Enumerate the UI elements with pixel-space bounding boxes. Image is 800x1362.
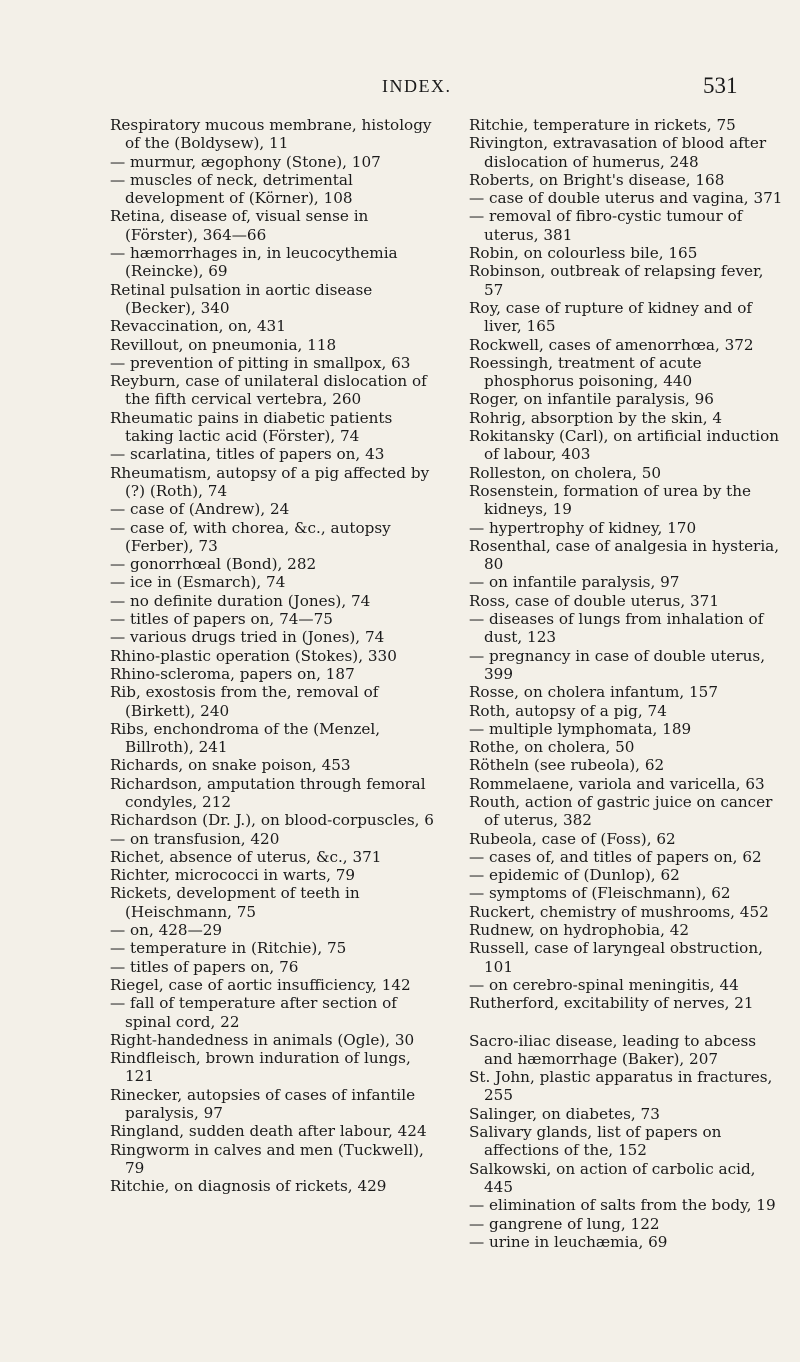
index-entry: — symptoms of (Fleischmann), 62 [469, 884, 731, 903]
index-entry: — epidemic of (Dunlop), 62 [469, 866, 680, 885]
index-entry: — case of (Andrew), 24 [110, 500, 290, 519]
index-entry: — case of double uterus and vagina, 371 [469, 189, 783, 208]
index-entry: St. John, plastic apparatus in fractures, 255 [469, 1068, 773, 1105]
index-entry: Revaccination, on, 431 [110, 317, 286, 336]
index-entry: — temperature in (Ritchie), 75 [110, 939, 347, 958]
index-entry: Rickets, development of teeth in (Heischmann, 75 [110, 884, 360, 921]
index-entry: — ice in (Esmarch), 74 [110, 573, 286, 592]
index-entry: Revillout, on pneumonia, 118 [110, 335, 337, 354]
index-entry: Ringworm in calves and men (Tuckwell), 79 [110, 1140, 424, 1177]
index-entry: Salinger, on diabetes, 73 [469, 1104, 660, 1123]
index-entry: Richet, absence of uterus, &c., 371 [110, 847, 382, 866]
index-entry: — multiple lymphomata, 189 [469, 719, 692, 738]
page-number: 531 [703, 73, 738, 98]
index-entry: — various drugs tried in (Jones), 74 [110, 628, 385, 647]
index-entry: — pregnancy in case of double uterus, 399 [469, 646, 766, 683]
index-entry: Ross, case of double uterus, 371 [469, 591, 719, 610]
section-gap [469, 1013, 787, 1032]
index-entry: Retinal pulsation in aortic disease (Becker), 340 [110, 280, 373, 317]
index-entry: — titles of papers on, 76 [110, 957, 299, 976]
index-entry: Roger, on infantile paralysis, 96 [469, 390, 714, 409]
index-entry: Rötheln (see rubeola), 62 [469, 756, 665, 775]
index-entry: Roy, case of rupture of kidney and of liver, 165 [469, 298, 752, 336]
index-entry: — prevention of pitting in smallpox, 63 [110, 353, 411, 372]
s-section [469, 1032, 787, 1252]
index-entry: — cases of, and titles of papers on, 62 [469, 847, 762, 866]
index-entry: Rudnew, on hydrophobia, 42 [469, 921, 690, 940]
index-entry: Rhino-plastic operation (Stokes), 330 [110, 646, 397, 665]
index-entry: Russell, case of laryngeal obstruction, 101 [469, 939, 763, 976]
index-entry: Richardson (Dr. J.), on blood-corpuscles, 6 [110, 811, 434, 830]
index-entry: Ruckert, chemistry of mushrooms, 452 [469, 902, 769, 921]
index-entry: Richardson, amputation through femoral condyles, 212 [110, 774, 426, 811]
index-entry: Rheumatic pains in diabetic patients taking lactic acid (Förster), 74 [110, 408, 393, 446]
index-entry: Ribs, enchondroma of the (Menzel, Billroth), 241 [110, 719, 381, 757]
index-entry: Rheumatism, autopsy of a pig affected by (?) (Roth), 74 [110, 463, 430, 500]
index-entry: Rommelaene, variola and varicella, 63 [469, 774, 765, 793]
index-entry: — on cerebro-spinal meningitis, 44 [469, 975, 739, 994]
index-entry: Right-handedness in animals (Ogle), 30 [110, 1030, 415, 1049]
index-entry: Rubeola, case of (Foss), 62 [469, 829, 676, 848]
left-column [110, 116, 440, 1196]
right-column [469, 116, 787, 1251]
index-entry: Ringland, sudden death after labour, 424 [110, 1122, 427, 1141]
index-entry: — gonorrhœal (Bond), 282 [110, 555, 317, 574]
index-entry: — no definite duration (Jones), 74 [110, 591, 371, 610]
index-entry: Rosenthal, case of analgesia in hysteria, 80 [469, 536, 780, 574]
index-entry: Rockwell, cases of amenorrhœa, 372 [469, 335, 754, 354]
index-entry: Rindfleisch, brown induration of lungs, 121 [110, 1049, 411, 1086]
index-entry: Roessingh, treatment of acute phosphorus poisoning, 440 [469, 353, 702, 391]
index-entry: Ritchie, on diagnosis of rickets, 429 [110, 1177, 387, 1196]
index-entry: Robin, on colourless bile, 165 [469, 244, 698, 263]
index-entry: Rivington, extravasation of blood after dislocation of humerus, 248 [469, 134, 767, 171]
index-entry: — fall of temperature after section of spinal cord, 22 [110, 994, 397, 1031]
index-entry: Routh, action of gastric juice on cancer of uterus, 382 [469, 792, 773, 830]
running-title: INDEX. [382, 76, 452, 96]
index-entry: Respiratory mucous membrane, histology of the (Boldysew), 11 [110, 116, 432, 153]
index-entry: — on transfusion, 420 [110, 829, 280, 848]
index-entry: — diseases of lungs from inhalation of dust, 123 [469, 610, 764, 647]
index-entry: — on, 428—29 [110, 921, 223, 940]
index-entry: Rhino-scleroma, papers on, 187 [110, 664, 355, 683]
index-entry: Rothe, on cholera, 50 [469, 738, 635, 757]
index-entry: Richter, micrococci in warts, 79 [110, 866, 356, 885]
index-entry: Rosse, on cholera infantum, 157 [469, 683, 719, 702]
index-entry: Roth, autopsy of a pig, 74 [469, 701, 667, 720]
index-entry: Salivary glands, list of papers on affections of the, 152 [469, 1123, 722, 1160]
index-entry: — gangrene of lung, 122 [469, 1214, 660, 1233]
index-entry: — scarlatina, titles of papers on, 43 [110, 445, 385, 464]
index-entry: Retina, disease of, visual sense in (Förster), 364—66 [110, 207, 369, 244]
index-entry: Salkowski, on action of carbolic acid, 445 [469, 1159, 756, 1196]
index-entry: Rosenstein, formation of urea by the kidneys, 19 [469, 481, 752, 519]
index-entry: — muscles of neck, detrimental development of (Körner), 108 [110, 170, 353, 208]
index-entry: Rutherford, excitability of nerves, 21 [469, 994, 754, 1013]
index-entry: Rohrig, absorption by the skin, 4 [469, 408, 723, 427]
index-entry: — urine in leuchæmia, 69 [469, 1232, 668, 1251]
index-entry: Richards, on snake poison, 453 [110, 756, 351, 775]
index-entry: — case of, with chorea, &c., autopsy (Ferber), 73 [110, 518, 391, 555]
index-entry: Roberts, on Bright's disease, 168 [469, 170, 725, 189]
r-section [469, 116, 787, 1013]
index-entry: Rinecker, autopsies of cases of infantile paralysis, 97 [110, 1085, 416, 1123]
index-entry: Rokitansky (Carl), on artificial induction of labour, 403 [469, 427, 780, 464]
index-entry: Ritchie, temperature in rickets, 75 [469, 116, 736, 134]
index-entry: Reyburn, case of unilateral dislocation of the fifth cervical vertebra, 260 [110, 372, 427, 409]
index-entry: — elimination of salts from the body, 19 [469, 1196, 776, 1215]
index-entry: — hypertrophy of kidney, 170 [469, 518, 697, 537]
page-header [0, 73, 800, 106]
index-entry: Rib, exostosis from the, removal of (Birkett), 240 [110, 683, 379, 720]
index-entry: — removal of fibro-cystic tumour of uterus, 381 [469, 207, 743, 244]
index-entry: Riegel, case of aortic insufficiency, 142 [110, 975, 411, 994]
index-entry: — murmur, ægophony (Stone), 107 [110, 152, 381, 171]
index-entry: Rolleston, on cholera, 50 [469, 463, 662, 482]
index-entry: — hæmorrhages in, in leucocythemia (Reincke), 69 [110, 244, 398, 281]
index-entry: — on infantile paralysis, 97 [469, 573, 680, 592]
index-entry: Sacro-iliac disease, leading to abcess and hæmorrhage (Baker), 207 [469, 1031, 757, 1068]
index-entry: — titles of papers on, 74—75 [110, 610, 333, 629]
index-entry: Robinson, outbreak of relapsing fever, 57 [469, 262, 764, 299]
